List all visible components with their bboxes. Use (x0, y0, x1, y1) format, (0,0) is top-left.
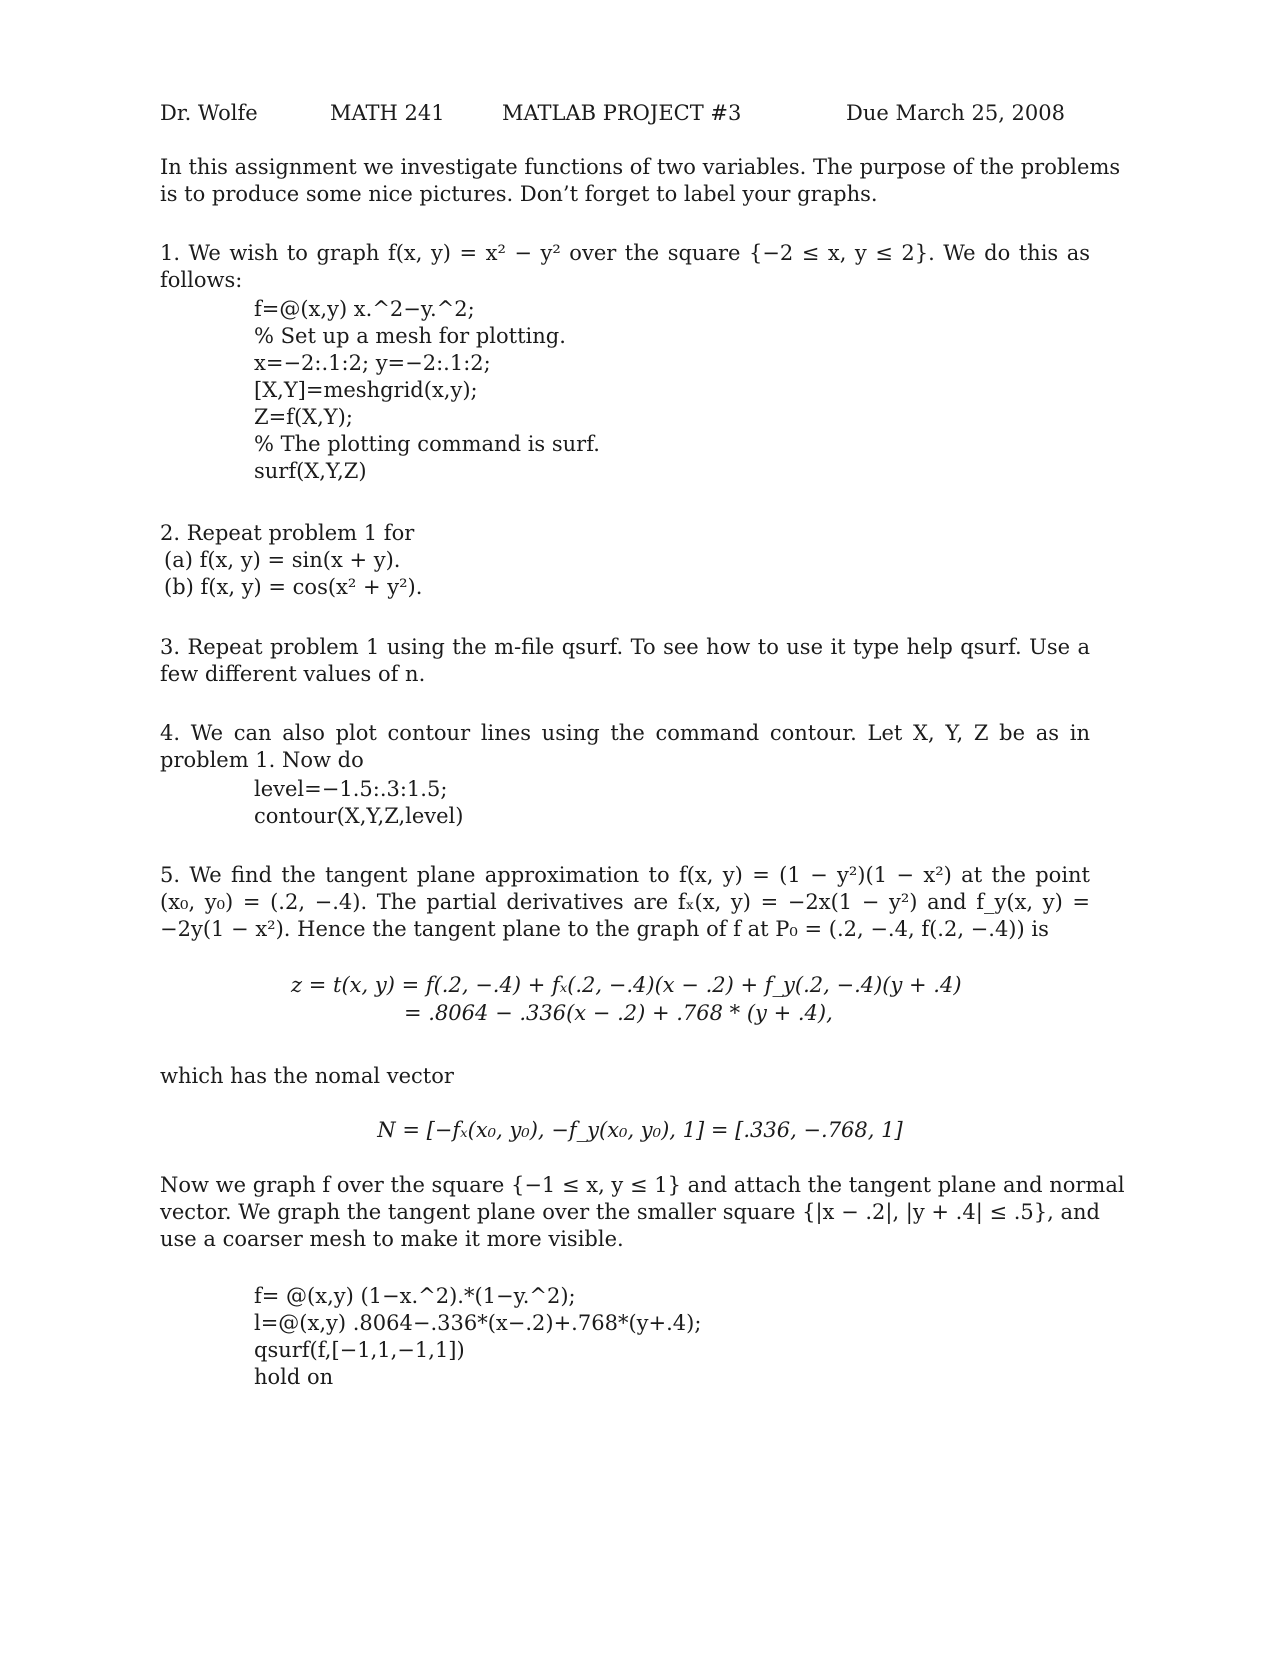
normal-vector-equation: N = [−fₓ(x₀, y₀), −f_y(x₀, y₀), 1] = [.336, −.768, 1] (377, 1118, 903, 1142)
problem-5-line-1: 5. We find the tangent plane approximation to f(x, y) = (1 − y²)(1 − x²) at the point (160, 863, 1090, 887)
code-line: % The plotting command is surf. (254, 432, 600, 456)
problem-2-part-a: (a) f(x, y) = sin(x + y). (164, 548, 401, 572)
intro-line-2: is to produce some nice pictures. Don’t forget to label your graphs. (160, 182, 878, 206)
problem-2-part-b: (b) f(x, y) = cos(x² + y²). (164, 575, 423, 599)
code-line: contour(X,Y,Z,level) (254, 804, 464, 828)
code-line: [X,Y]=meshgrid(x,y); (254, 378, 478, 402)
code-line: x=−2:.1:2; y=−2:.1:2; (254, 351, 491, 375)
code-line: f=@(x,y) x.^2−y.^2; (254, 297, 475, 321)
code-line: Z=f(X,Y); (254, 405, 353, 429)
normal-vector-intro: which has the nomal vector (160, 1064, 454, 1088)
code-line: surf(X,Y,Z) (254, 459, 367, 483)
problem-4-line-2: problem 1. Now do (160, 748, 364, 772)
problem-1-line-1: 1. We wish to graph f(x, y) = x² − y² over the square {−2 ≤ x, y ≤ 2}. We do this as (160, 241, 1090, 265)
code-line: l=@(x,y) .8064−.336*(x−.2)+.768*(y+.4); (254, 1311, 702, 1335)
problem-3-line-2: few different values of n. (160, 662, 426, 686)
code-line: level=−1.5:.3:1.5; (254, 777, 448, 801)
tangent-plane-equation: z = t(x, y) = f(.2, −.4) + fₓ(.2, −.4)(x − .2) + f_y(.2, −.4)(y + .4) (291, 973, 962, 997)
problem-5-para-line-1: Now we graph f over the square {−1 ≤ x, y ≤ 1} and attach the tangent plane and normal (160, 1173, 1125, 1197)
problem-5-line-2: (x₀, y₀) = (.2, −.4). The partial derivatives are fₓ(x, y) = −2x(1 − y²) and f_y(x, y) = (160, 890, 1090, 914)
instructor-name: Dr. Wolfe (160, 101, 258, 125)
code-line: qsurf(f,[−1,1,−1,1]) (254, 1338, 465, 1362)
problem-2-line-1: 2. Repeat problem 1 for (160, 521, 415, 545)
course-code: MATH 241 (330, 101, 445, 125)
project-title: MATLAB PROJECT #3 (502, 101, 742, 125)
code-line: f= @(x,y) (1−x.^2).*(1−y.^2); (254, 1284, 576, 1308)
code-line: hold on (254, 1365, 334, 1389)
problem-1-line-2: follows: (160, 268, 243, 292)
problem-5-para-line-2: vector. We graph the tangent plane over the smaller square {|x − .2|, |y + .4| ≤ .5}, and (160, 1200, 1100, 1224)
problem-4-line-1: 4. We can also plot contour lines using the command contour. Let X, Y, Z be as in (160, 721, 1090, 745)
problem-5-para-line-3: use a coarser mesh to make it more visible. (160, 1227, 624, 1251)
intro-line-1: In this assignment we investigate functions of two variables. The purpose of the problems (160, 155, 1121, 179)
tangent-plane-equation-expanded: = .8064 − .336(x − .2) + .768 * (y + .4), (404, 1001, 833, 1025)
code-line: % Set up a mesh for plotting. (254, 324, 566, 348)
problem-3-line-1: 3. Repeat problem 1 using the m-file qsurf. To see how to use it type help qsurf. Use a (160, 635, 1090, 659)
due-date: Due March 25, 2008 (846, 101, 1066, 125)
problem-5-line-3: −2y(1 − x²). Hence the tangent plane to the graph of f at P₀ = (.2, −.4, f(.2, −.4)) is (160, 917, 1049, 941)
